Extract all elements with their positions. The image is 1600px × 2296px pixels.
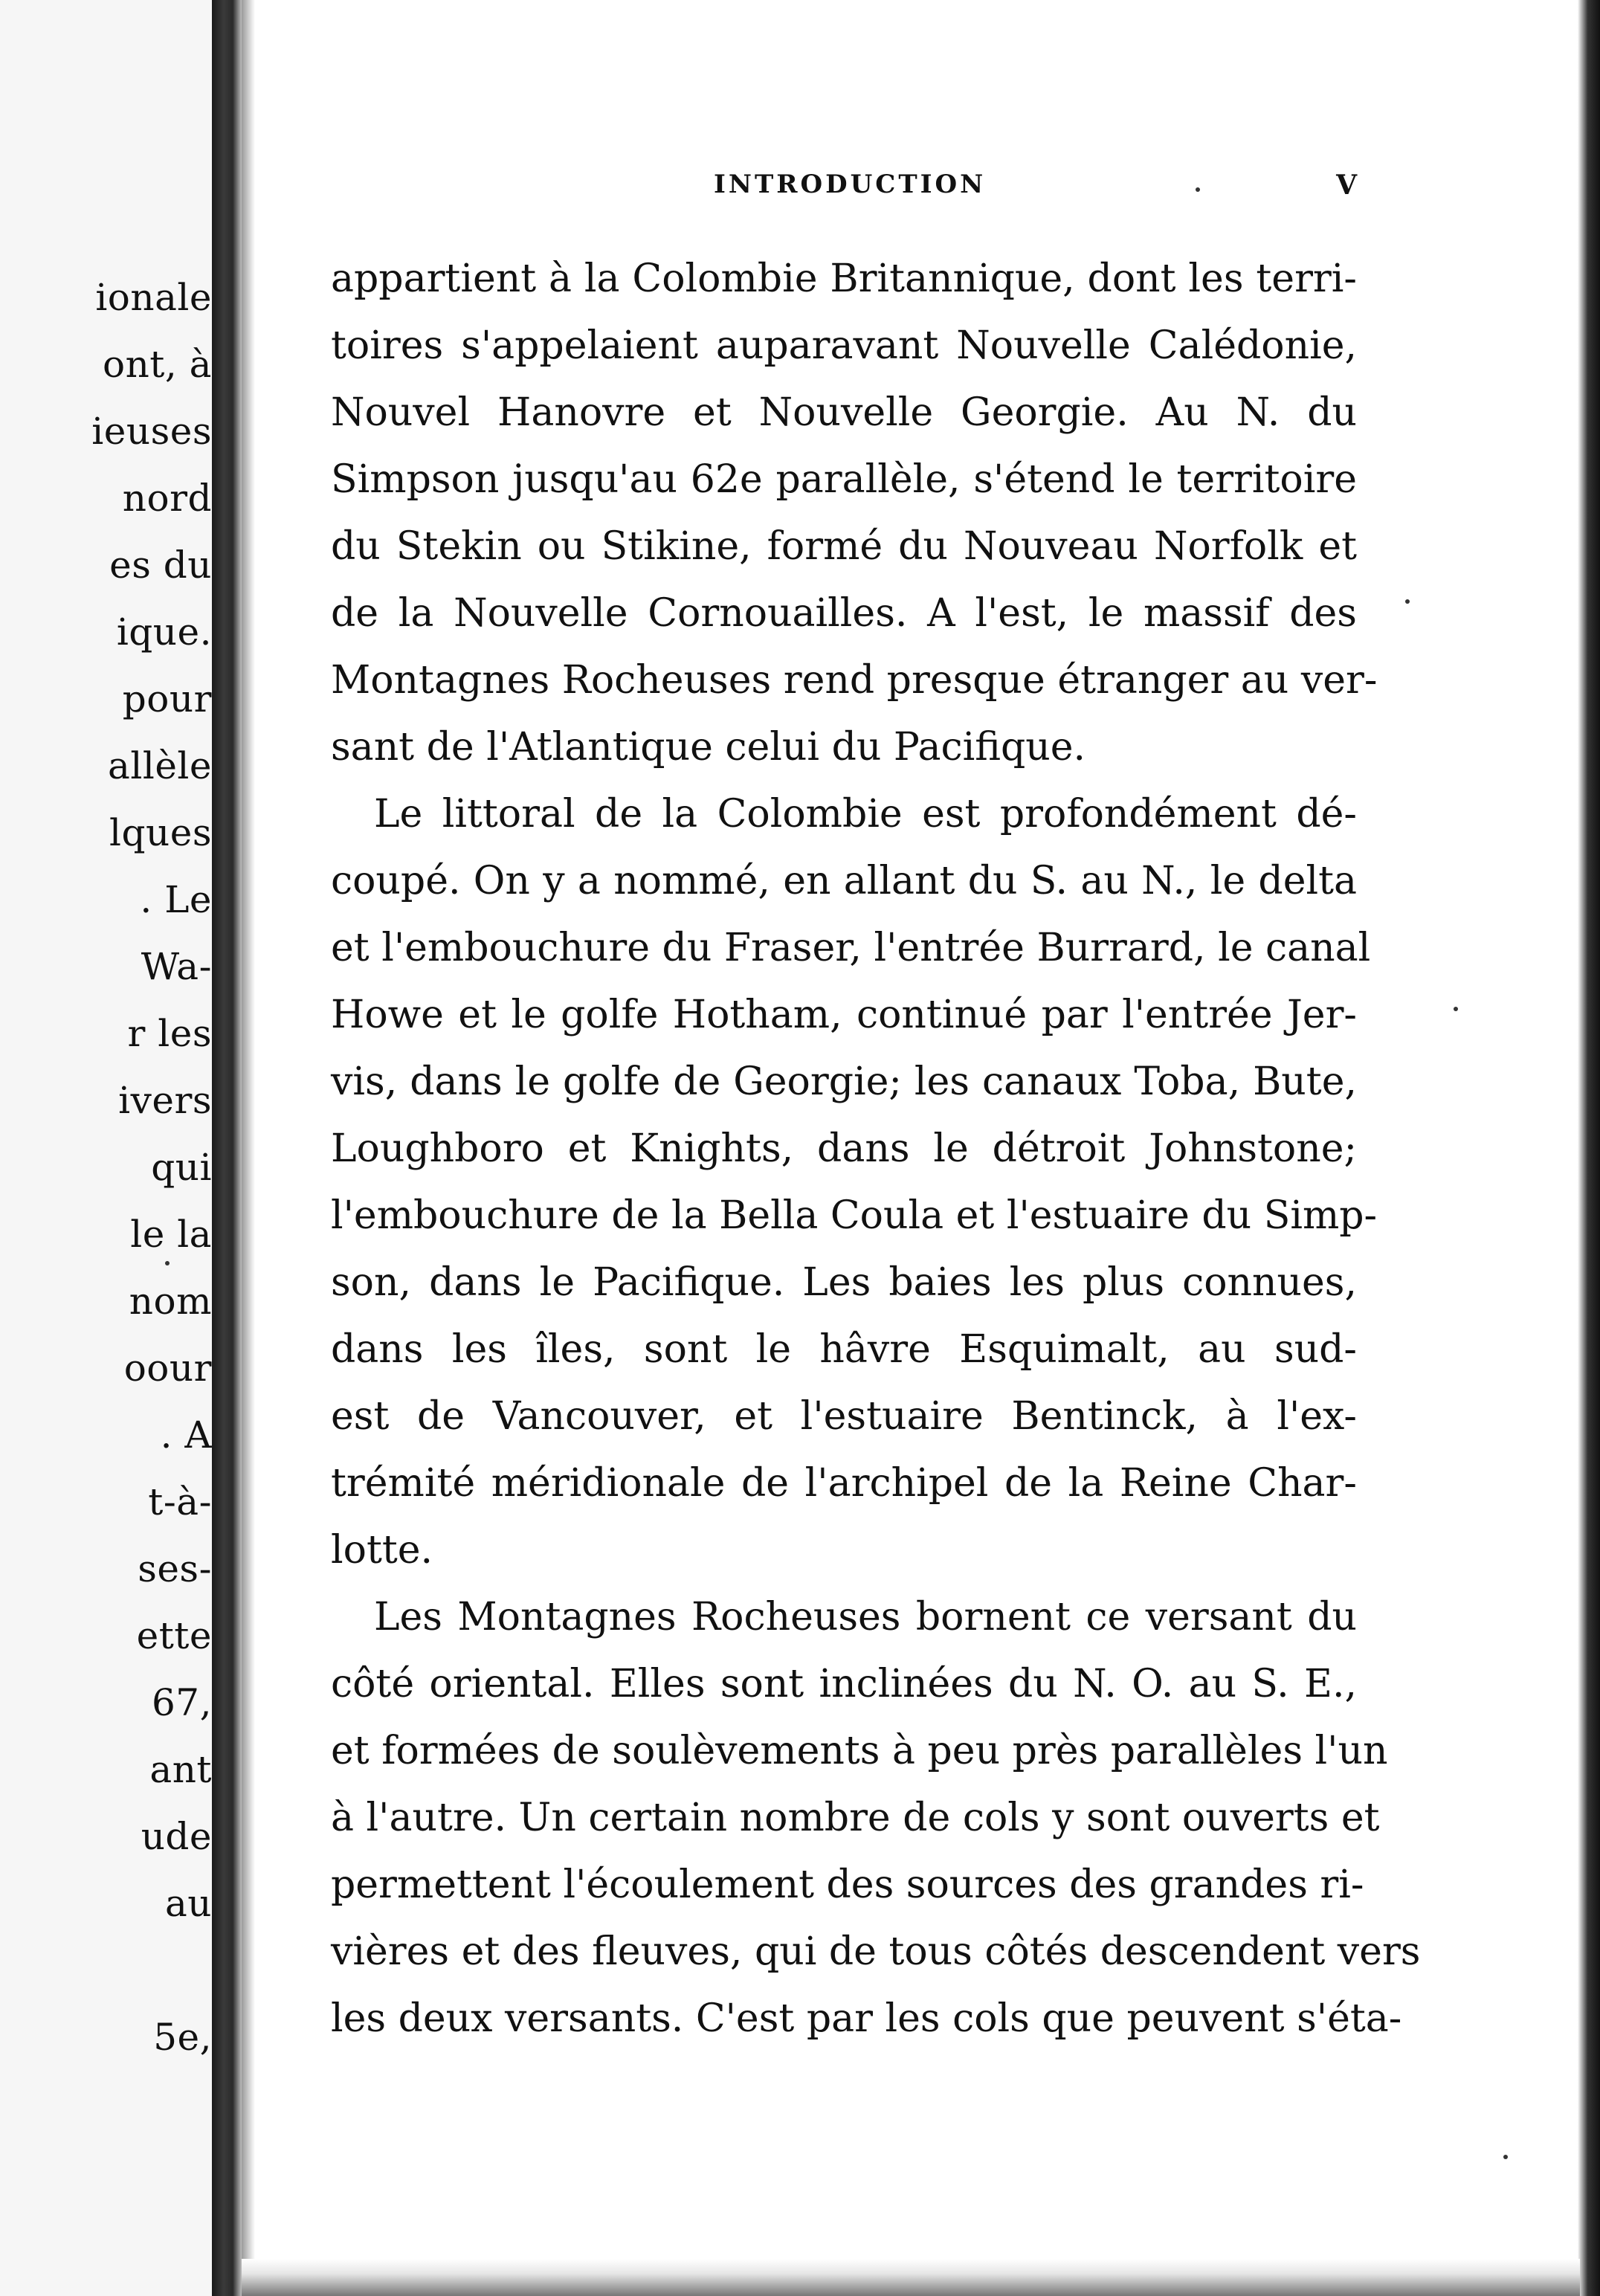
page-edge-bottom (242, 2259, 1580, 2296)
text-line: vis, dans le golfe de Georgie; les canaux Toba, Bute, (331, 1060, 1357, 1104)
text-line: à l'autre. Un certain nombre de cols y sont ouverts et (331, 1796, 1380, 1840)
text-line: et l'embouchure du Fraser, l'entrée Burrard, le canal (331, 926, 1371, 970)
text-line: Montagnes Rocheuses rend presque étranger au ver- (331, 658, 1378, 703)
left-page-line: ant (149, 1748, 212, 1791)
scan-speck (1454, 1007, 1458, 1011)
text-line: et formées de soulèvements à peu près parallèles l'un (331, 1729, 1388, 1773)
text-line: coupé. On y a nommé, en allant du S. au N., le delta (331, 859, 1357, 903)
left-page-line: 5e, (153, 2016, 212, 2059)
left-page-line: 67, (151, 1681, 212, 1724)
text-line: Les Montagnes Rocheuses bornent ce versant du (374, 1595, 1357, 1639)
left-page-line: au (164, 1882, 212, 1925)
left-page-line: . A (160, 1413, 212, 1457)
left-page-line: ique. (116, 610, 212, 654)
left-page-line: pour (122, 677, 212, 720)
book-binding-gutter (212, 0, 242, 2296)
text-line: de la Nouvelle Cornouailles. A l'est, le massif des (331, 591, 1357, 636)
left-page-fragment (0, 0, 212, 2296)
left-page-line: nom (129, 1280, 212, 1323)
left-page-line: ont, à (103, 343, 212, 386)
left-page-line: ieuses (91, 410, 212, 453)
text-line: du Stekin ou Stikine, formé du Nouveau Norfolk et (331, 524, 1357, 569)
scan-speck (1405, 599, 1410, 604)
text-line: est de Vancouver, et l'estuaire Bentinck, à l'ex- (331, 1394, 1357, 1439)
left-page-line: ionale (95, 276, 212, 319)
left-page-line: ivers (118, 1079, 212, 1122)
text-line: appartient à la Colombie Britannique, dont les terri- (331, 257, 1357, 301)
running-head-title: INTRODUCTION (714, 170, 987, 199)
page-number: V (1336, 170, 1357, 201)
left-page-line: qui (151, 1146, 212, 1189)
paragraph-2 (331, 781, 1378, 1584)
text-line: vières et des fleuves, qui de tous côtés descendent vers (331, 1929, 1421, 1974)
text-line: sant de l'Atlantique celui du Pacifique. (331, 725, 1086, 770)
text-line: permettent l'écoulement des sources des grandes ri- (331, 1863, 1364, 1907)
text-line: trémité méridionale de l'archipel de la Reine Char- (331, 1461, 1357, 1506)
paragraph-1 (331, 245, 1378, 781)
left-page-line: Wa- (141, 945, 212, 988)
scan-speck (165, 1261, 170, 1265)
text-line: Nouvel Hanovre et Nouvelle Georgie. Au N. du (331, 390, 1357, 435)
page-edge-right (1578, 0, 1600, 2296)
left-page-line: oour (123, 1347, 212, 1390)
left-page-line: allèle (108, 744, 212, 787)
paragraph-3 (331, 1584, 1421, 2052)
running-head (331, 170, 1357, 214)
left-page-line: ses- (138, 1547, 212, 1590)
text-line: l'embouchure de la Bella Coula et l'estuaire du Simp- (331, 1193, 1378, 1238)
left-page-line: r les (127, 1012, 212, 1055)
text-line: lotte. (331, 1528, 433, 1573)
scan-speck (1503, 2155, 1508, 2159)
body-text (331, 245, 1421, 2052)
left-page-line: nord (122, 477, 212, 520)
text-line: Howe et le golfe Hotham, continué par l'entrée Jer- (331, 993, 1357, 1037)
scan-speck (1196, 187, 1200, 192)
text-line: dans les îles, sont le hâvre Esquimalt, au sud- (331, 1327, 1357, 1372)
text-line: toires s'appelaient auparavant Nouvelle Calédonie, (331, 323, 1357, 368)
left-page-line: le la (130, 1213, 212, 1256)
left-page-line: t-à- (148, 1480, 212, 1523)
text-line: Loughboro et Knights, dans le détroit Johnstone; (331, 1126, 1357, 1171)
text-line: côté oriental. Elles sont inclinées du N. O. au S. E., (331, 1662, 1357, 1706)
left-page-line: lques (109, 811, 212, 854)
text-line: Le littoral de la Colombie est profondément dé- (374, 792, 1357, 836)
left-page-line: . Le (140, 878, 212, 921)
gutter-shadow (242, 0, 255, 2296)
text-line: Simpson jusqu'au 62e parallèle, s'étend le territoire (331, 457, 1357, 502)
text-line: les deux versants. C'est par les cols que peuvent s'éta- (331, 1996, 1402, 2041)
left-page-line: ette (136, 1614, 212, 1657)
text-line: son, dans le Pacifique. Les baies les plus connues, (331, 1260, 1357, 1305)
left-page-line: es du (109, 544, 212, 587)
left-page-line: ude (141, 1815, 212, 1858)
